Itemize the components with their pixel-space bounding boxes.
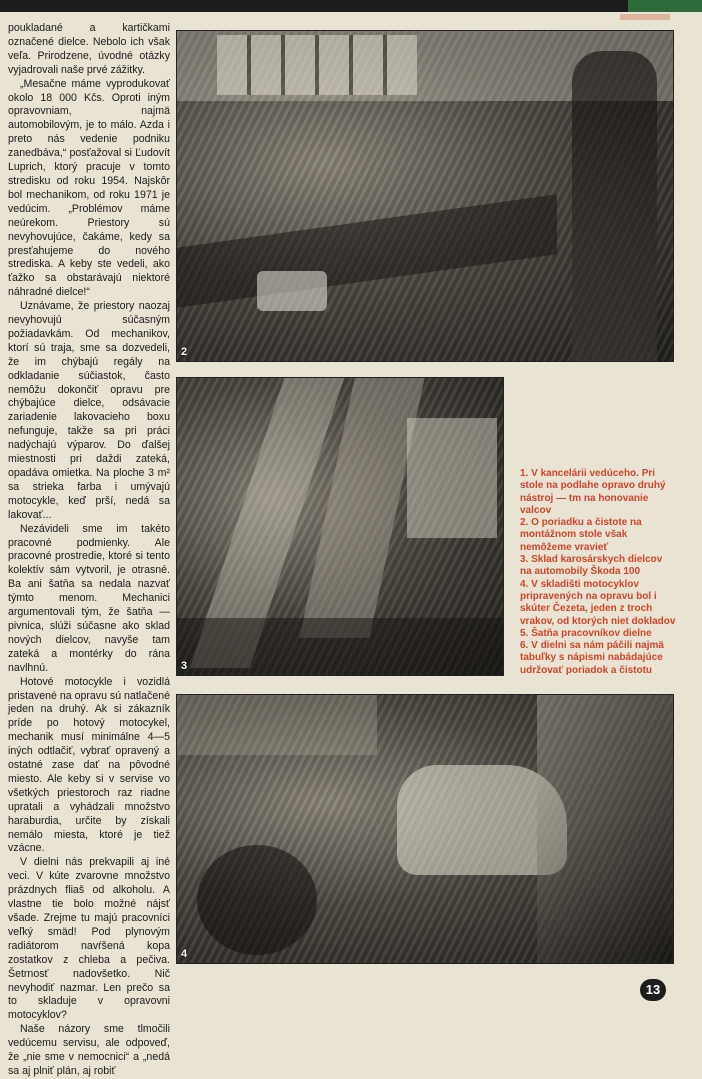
- caption-item: 3. Sklad karosárskych dielcov na automobily Škoda 100: [520, 554, 663, 578]
- photo-number: 2: [181, 346, 188, 358]
- article-paragraph: „Mesačne máme vyprodukovať okolo 18 000 Kčs. Oproti iným opravovniam, najmä automobilovým, je to málo. Azda i preto nás vedenie podniku zanedbáva,“ posťažoval si Ľudovít Luprich, ktorý pracuje v tomto stredisku od roku 1954. Najskôr bol mechanikom, od roku 1971 je vedúcim. „Problémov máme neúrekom. Priestory sú nevyhovujúce, čakáme, kedy sa presťahujeme do nového strediska. A keby ste vedeli, ako ťažko sa obstarávajú niektoré náhradné dielce!“: [8, 77, 170, 299]
- caption-item: 5. Šatňa pracovníkov dielne: [520, 627, 652, 639]
- page-number: 13: [640, 979, 666, 1001]
- photo-workbench: [176, 30, 674, 362]
- caption-item: 2. O poriadku a čistote na montážnom stole však nemôžeme vravieť: [520, 517, 642, 553]
- header-faded-label: [620, 14, 670, 20]
- photo-body-parts-storage: [176, 377, 504, 676]
- article-paragraph: poukladané a kartičkami označené dielce. Nebolo ich však veľa. Prirodzene, úvodné otázky vyjadrovali naše prvé zážitky.: [8, 22, 170, 76]
- article-paragraph: Hotové motocykle i vozidlá pristavené na opravu sú natlačené jeden na druhý. Ak si zákazník príde po hotový motocykel, mechanik musí minimálne 4—5 iných odtlačiť, vybrať opravený a ostatné zase dať na pôvodné miesto. Ale keby si v servise vo všetkých priestoroch raz riadne upratali a vyhádzali množstvo haraburdia, určite by získali nemálo miesta, ktoré je tiež vzácne.: [8, 675, 170, 855]
- article-paragraph: V dielni nás prekvapili aj iné veci. V kúte zvarovne množstvo prázdnych fliaš od alkoholu. A vlastne tie bolo možné nájsť všade. Zrejme tu majú pracovníci veľký smäd! Pod plynovým radiátorom navŕšená kopa zostatkov z chleba a pečiva. Šetrnosť nadovšetko. Nič nevyhodiť nazmar. Len prečo sa to skladuje v opravovni motocyklov?: [8, 856, 170, 1022]
- article-paragraph: Naše názory sme tlmočili vedúcemu servisu, ale odpoveď, že „nie sme v nemocnici“ a „nedá sa aj plniť plán, aj robiť: [8, 1023, 170, 1077]
- article-text-column: [8, 22, 170, 1077]
- caption-item: 6. V dielni sa nám páčili najmä tabuľky s nápismi nabádajúce udržovať poriadok a čistotu: [520, 640, 664, 676]
- header-accent-bar: [628, 0, 702, 12]
- caption-item: 1. V kancelárii vedúceho. Pri stole na podlahe opravo druhý nástroj — tm na honovanie valcov: [520, 468, 666, 516]
- photo-motorcycle-storage: [176, 694, 674, 964]
- caption-item: 4. V skladišti motocyklov pripravených na opravu bol i skúter Čezeta, jeden z troch vrakov, od ktorých niet dokladov: [520, 578, 676, 627]
- photo-number: 3: [181, 660, 188, 672]
- header-bar: [0, 0, 702, 12]
- photo-captions: [520, 468, 676, 677]
- photo-number: 4: [181, 948, 188, 960]
- article-paragraph: Uznávame, že priestory naozaj nevyhovujú súčasným požiadavkám. Od mechanikov, ktorí sú traja, sme sa dozvedeli, že im chýbajú regály na odkladanie súčiastok, často nemôžu dokončiť opravu pre chýbajúce dielce, odsávacie zariadenie lakovacieho boxu nefunguje, takže sa pri práci nadýchajú výparov. Do ďalšej miestnosti pri daždi zateká, opadáva omietka. Na ploche 3 m² sa strieka farba i umývajú motocykle, keď prší, nedá sa lakovať...: [8, 300, 170, 521]
- article-paragraph: Nezávideli sme im takéto pracovné podmienky. Ale pracovné prostredie, ktoré si tento kolektív sám vytvoril, je otrasné. Ba ani šatňa sa nedala nazvať týmto menom. Mechanici argumentovali tým, že šatňa — pivnica, slúži súčasne ako sklad nových dielcov, navyše tam zateká a montérky do rána navlhnú.: [8, 522, 170, 674]
